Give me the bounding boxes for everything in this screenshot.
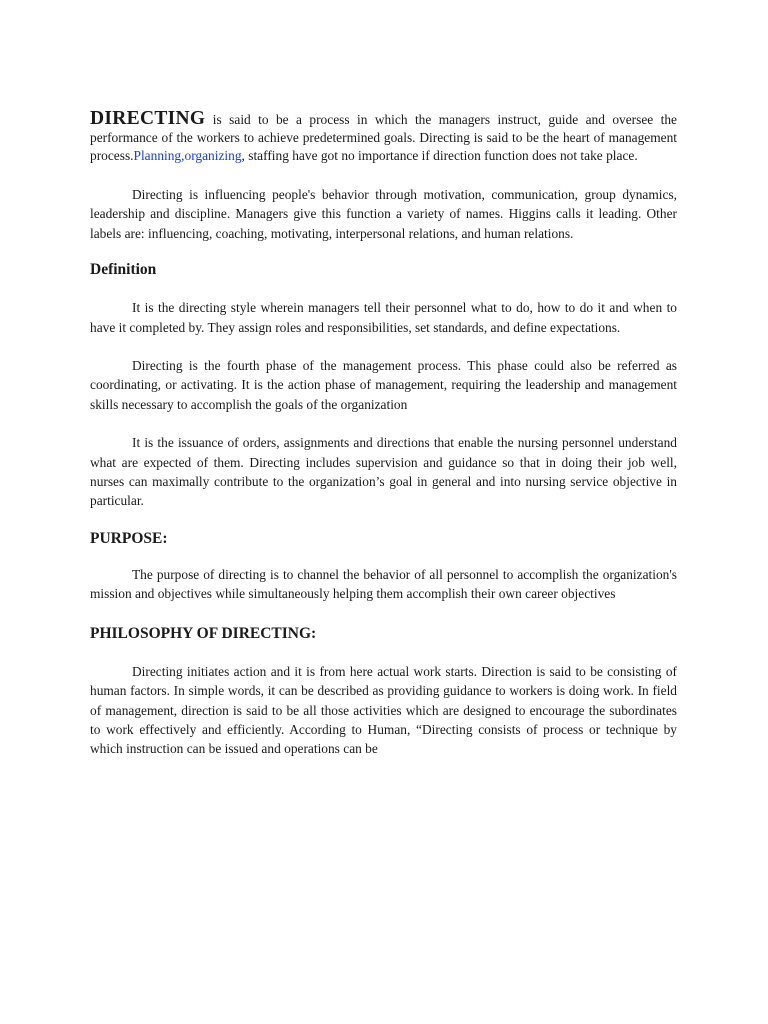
planning-link[interactable]: Planning <box>133 148 182 163</box>
intro-paragraph <box>90 110 677 165</box>
organizing-link[interactable]: organizing <box>184 148 242 163</box>
definition-paragraph-3: It is the issuance of orders, assignments and directions that enable the nursing personnel understand what are expected of them. Directing includes supervision and guidance so that in doing their job well, nurses can maximally contribute to the organization’s goal in general and into nursing service objective in particular. <box>90 435 677 509</box>
philosophy-heading: PHILOSOPHY OF DIRECTING: <box>90 624 317 642</box>
intro-text-1: is said to be a process in which the managers instruct, guide and oversee the performance of the workers to achieve predetermined goals. Directing is said to be the heart of management process. <box>90 112 677 163</box>
definition-heading: Definition <box>90 261 157 279</box>
definition-paragraph-2: Directing is the fourth phase of the management process. This phase could also be referred as coordinating, or activating. It is the action phase of management, requiring the leadership and management skills necessary to accomplish the goals of the organization <box>90 358 677 412</box>
definition-paragraph-1: It is the directing style wherein managers tell their personnel what to do, how to do it and when to have it completed by. They assign roles and responsibilities, set standards, and define expectations. <box>90 300 677 335</box>
document-page <box>90 110 677 759</box>
purpose-heading: PURPOSE: <box>90 529 168 547</box>
lead-word: DIRECTING <box>90 108 206 129</box>
influencing-paragraph: Directing is influencing people's behavior through motivation, communication, group dynamics, leadership and discipline. Managers give this function a variety of names. Higgins calls it leading. Other labels are: influencing, coaching, motivating, interpersonal relations, and human relations. <box>90 187 677 241</box>
intro-text-2: , staffing have got no importance if direction function does not take place. <box>241 148 638 163</box>
philosophy-paragraph: Directing initiates action and it is from here actual work starts. Direction is said to be consisting of human factors. In simple words, it can be described as providing guidance to workers is doing work. In field of management, direction is said to be all those activities which are designed to encourage the subordinates to work effectively and efficiently. According to Human, “Directing consists of process or technique by which instruction can be issued and operations can be <box>90 663 677 757</box>
link-separator: , <box>181 148 185 163</box>
purpose-paragraph: The purpose of directing is to channel the behavior of all personnel to accomplish the organization's mission and objectives while simultaneously helping them accomplish their own career objectives <box>90 566 677 602</box>
